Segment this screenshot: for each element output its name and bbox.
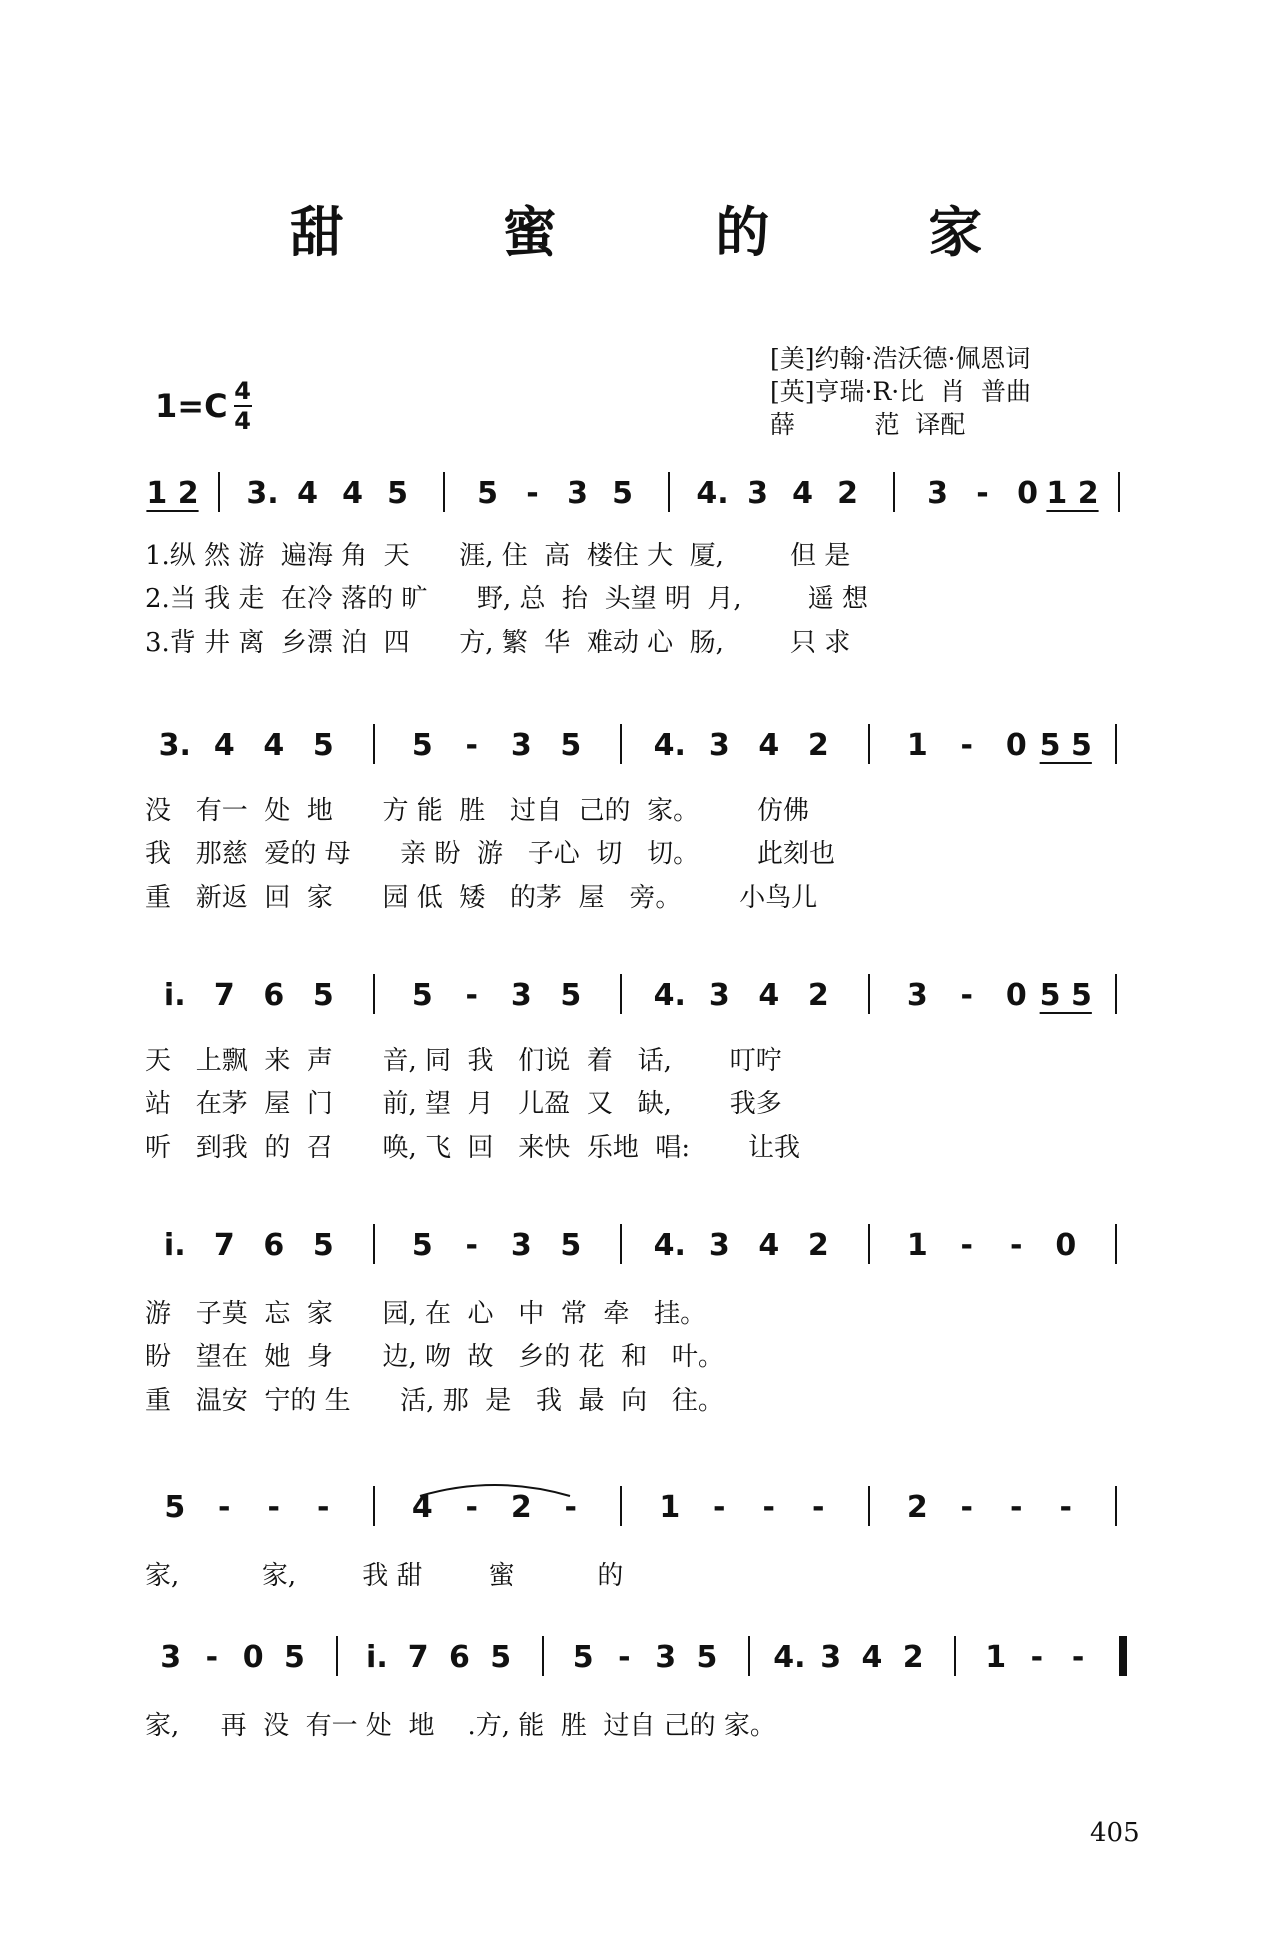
note: 3 xyxy=(567,476,588,511)
note: 4 xyxy=(758,978,780,1013)
note: - xyxy=(205,1640,219,1675)
lyricist-credit: [美]约翰·浩沃德·佩恩词 xyxy=(770,344,1031,373)
note: - xyxy=(465,1490,478,1525)
lyric-line: 重 温安 宁的 生 活, 那 是 我 最 向 往。 xyxy=(145,1386,724,1416)
note: 5 xyxy=(312,978,334,1013)
note: - xyxy=(960,1490,973,1525)
note: 4 xyxy=(861,1640,883,1675)
note: 5 xyxy=(560,728,582,763)
note: 5 xyxy=(387,476,408,511)
note: 5 xyxy=(696,1640,718,1675)
bar-line xyxy=(868,1224,870,1264)
note: 3 xyxy=(160,1640,182,1675)
note: 5 xyxy=(572,1640,594,1675)
bar-line xyxy=(373,974,375,1014)
lyric-line: 我 那慈 爱的 母 亲 盼 游 子心 切 切。 此刻也 xyxy=(145,839,835,869)
bar-line xyxy=(1115,974,1117,1014)
note: 3 xyxy=(820,1640,842,1675)
note: 2 xyxy=(807,978,829,1013)
note: 4. xyxy=(696,476,729,511)
note: 3 xyxy=(708,1228,730,1263)
note: 4. xyxy=(653,978,686,1013)
note: 5 xyxy=(411,728,433,763)
note: 5 xyxy=(411,1228,433,1263)
note: 7 xyxy=(213,978,235,1013)
note: 7 xyxy=(213,1228,235,1263)
bar-line xyxy=(868,724,870,764)
bar-line xyxy=(620,974,622,1014)
lyric-line: 2.当 我 走 在冷 落的 旷 野, 总 抬 头望 明 月, 遥 想 xyxy=(145,584,869,614)
note: 6 xyxy=(263,978,285,1013)
note: 5 xyxy=(560,978,582,1013)
page-number: 405 xyxy=(1090,1818,1140,1848)
time-top: 4 xyxy=(234,377,251,405)
note: - xyxy=(1059,1490,1072,1525)
note: 4 xyxy=(411,1490,433,1525)
composer-credit: [英]亨瑞·R·比 肖 普曲 xyxy=(770,377,1032,406)
note: - xyxy=(812,1490,825,1525)
note: 5 xyxy=(312,728,334,763)
bar-line xyxy=(373,1224,375,1264)
bar-line xyxy=(336,1636,338,1676)
note: - xyxy=(762,1490,775,1525)
note: i. xyxy=(163,1228,186,1263)
note: 4 xyxy=(758,728,780,763)
note: 4. xyxy=(773,1640,806,1675)
bar-line xyxy=(954,1636,956,1676)
bar-line xyxy=(748,1636,750,1676)
note: 3 xyxy=(708,728,730,763)
note: 3 xyxy=(906,978,928,1013)
note: - xyxy=(1010,1490,1023,1525)
note: 0 xyxy=(1005,728,1027,763)
bar-line xyxy=(1118,472,1120,512)
bar-line xyxy=(668,472,670,512)
note: - xyxy=(1010,1228,1023,1263)
note: 2 xyxy=(510,1490,532,1525)
note: 1 xyxy=(906,728,928,763)
note: 2 xyxy=(837,476,858,511)
bar-line xyxy=(620,1486,622,1526)
lyric-line: 盼 望在 她 身 边, 吻 故 乡的 花 和 叶。 xyxy=(145,1342,724,1372)
bar-line xyxy=(620,724,622,764)
bar-line xyxy=(1115,1486,1117,1526)
lyric-line: 游 子莫 忘 家 园, 在 心 中 常 牵 挂。 xyxy=(145,1299,707,1329)
bar-line xyxy=(373,724,375,764)
bar-line xyxy=(373,1486,375,1526)
note: - xyxy=(526,476,539,511)
note: 3. xyxy=(158,728,191,763)
note: 4. xyxy=(653,1228,686,1263)
key-label: 1=C xyxy=(155,387,228,425)
note: 4. xyxy=(653,728,686,763)
note: 5 xyxy=(283,1640,305,1675)
note: 5 xyxy=(312,1228,334,1263)
note: - xyxy=(618,1640,631,1675)
note: 4 xyxy=(792,476,813,511)
note: 5 xyxy=(612,476,633,511)
note: 5 5 xyxy=(1039,978,1092,1013)
bar-line xyxy=(1115,724,1117,764)
note: 3 xyxy=(510,978,532,1013)
note: 0 xyxy=(242,1640,264,1675)
lyric-line: 听 到我 的 召 唤, 飞 回 来快 乐地 唱: 让我 xyxy=(145,1133,800,1163)
note: 1 xyxy=(659,1490,681,1525)
bar-line xyxy=(893,472,895,512)
bar-line xyxy=(868,974,870,1014)
note: - xyxy=(218,1490,231,1525)
credits xyxy=(770,342,1031,441)
note: - xyxy=(564,1490,577,1525)
bar-line xyxy=(1115,1224,1117,1264)
note: 4 xyxy=(213,728,235,763)
note: 3 xyxy=(510,1228,532,1263)
note: 2 xyxy=(807,728,829,763)
note: 1 2 xyxy=(146,476,199,511)
note: - xyxy=(960,978,973,1013)
key-signature xyxy=(155,378,252,434)
note: 5 xyxy=(490,1640,512,1675)
note: 6 xyxy=(263,1228,285,1263)
note: 3 xyxy=(927,476,948,511)
note: 0 xyxy=(1017,476,1038,511)
note: - xyxy=(713,1490,726,1525)
time-bottom: 4 xyxy=(234,407,251,435)
note: 0 xyxy=(1055,1228,1077,1263)
slur xyxy=(415,1478,575,1498)
lyric-line: 家, 家, 我 甜 蜜 的 xyxy=(145,1561,624,1591)
note: 4 xyxy=(263,728,285,763)
note: 6 xyxy=(448,1640,470,1675)
note: 4 xyxy=(342,476,363,511)
lyric-line: 3.背 井 离 乡漂 泊 四 方, 繁 华 难动 心 肠, 只 求 xyxy=(145,628,851,658)
note: - xyxy=(976,476,989,511)
note: - xyxy=(317,1490,330,1525)
song-title: 甜 蜜 的 家 xyxy=(289,200,1053,264)
note: 3 xyxy=(708,978,730,1013)
note: 5 xyxy=(164,1490,186,1525)
translator-credit: 薛 范 译配 xyxy=(770,410,966,439)
note: 5 xyxy=(560,1228,582,1263)
note: 2 xyxy=(902,1640,924,1675)
note: 3 xyxy=(655,1640,677,1675)
note: - xyxy=(1071,1640,1085,1675)
note: 3 xyxy=(510,728,532,763)
note: - xyxy=(1030,1640,1044,1675)
note: i. xyxy=(163,978,186,1013)
bar-line xyxy=(218,472,220,512)
note: - xyxy=(960,1228,973,1263)
note: 5 5 xyxy=(1039,728,1092,763)
time-signature xyxy=(234,378,252,434)
lyric-line: 1.纵 然 游 遍海 角 天 涯, 住 高 楼住 大 厦, 但 是 xyxy=(145,541,851,571)
bar-line xyxy=(542,1636,544,1676)
note: - xyxy=(465,728,478,763)
note: 5 xyxy=(411,978,433,1013)
lyric-line: 天 上飘 来 声 音, 同 我 们说 着 话, 叮咛 xyxy=(145,1046,782,1076)
note: - xyxy=(267,1490,280,1525)
lyric-line: 家, 再 没 有一 处 地 .方, 能 胜 过自 己的 家。 xyxy=(145,1711,776,1741)
note: - xyxy=(960,728,973,763)
note: 4 xyxy=(297,476,318,511)
lyric-line: 站 在茅 屋 门 前, 望 月 儿盈 又 缺, 我多 xyxy=(145,1089,782,1119)
note: i. xyxy=(366,1640,388,1675)
bar-line xyxy=(868,1486,870,1526)
note: - xyxy=(465,978,478,1013)
note: 3. xyxy=(246,476,279,511)
note: 3 xyxy=(747,476,768,511)
note: 1 xyxy=(985,1640,1007,1675)
lyric-line: 重 新返 回 家 园 低 矮 的茅 屋 旁。 小鸟儿 xyxy=(145,883,818,913)
note: 2 xyxy=(807,1228,829,1263)
bar-line xyxy=(620,1224,622,1264)
note: 5 xyxy=(477,476,498,511)
note: 2 xyxy=(906,1490,928,1525)
lyric-line: 没 有一 处 地 方 能 胜 过自 己的 家。 仿佛 xyxy=(145,796,809,826)
note: 0 xyxy=(1005,978,1027,1013)
note: 7 xyxy=(407,1640,429,1675)
note: 1 xyxy=(906,1228,928,1263)
note: 4 xyxy=(758,1228,780,1263)
note: - xyxy=(465,1228,478,1263)
bar-line xyxy=(443,472,445,512)
bar-line xyxy=(1119,1636,1127,1676)
note: 1 2 xyxy=(1046,476,1099,511)
